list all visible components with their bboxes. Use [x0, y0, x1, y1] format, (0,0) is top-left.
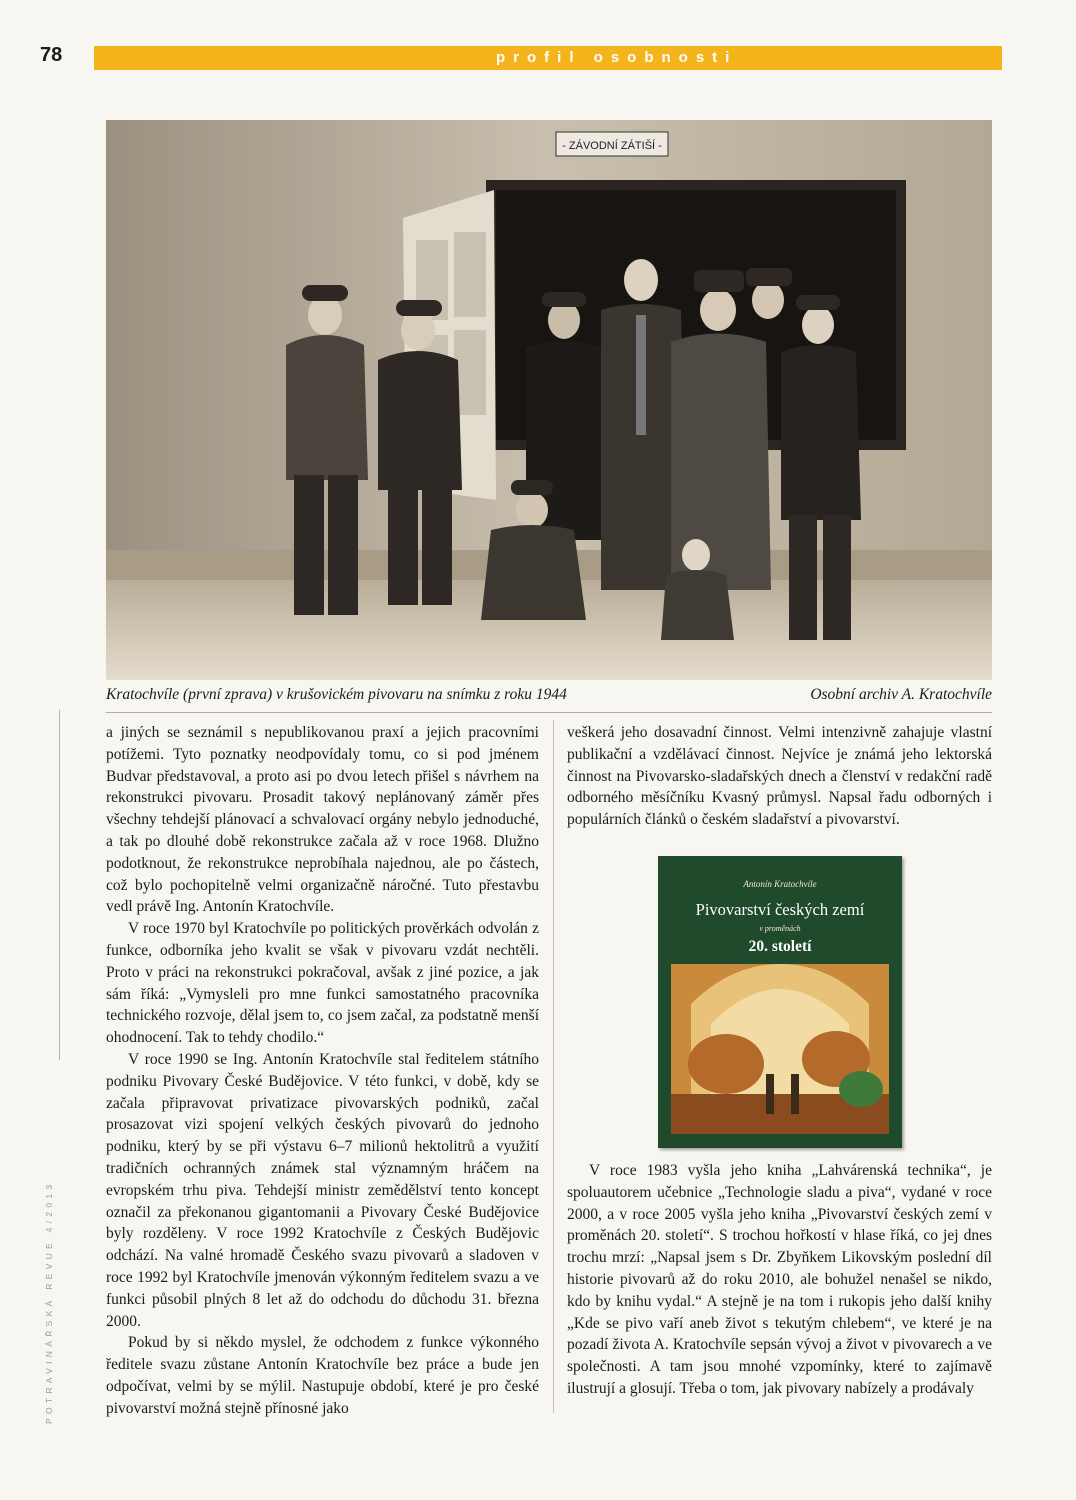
photo-illustration	[106, 120, 992, 680]
paragraph: veškerá jeho dosavadní činnost. Velmi intenzivně zahajuje vlastní publikační a vzdělávací činnost. Nejvíce je známá jeho lektorská činnost na Pivovarsko-sladařských dnech a členství v redakční radě odborného měsíčníku Kvasný průmysl. Napsal řadu odborných i populárních článků o českém sladařství a pivovarství.	[567, 724, 992, 829]
column-divider	[553, 720, 554, 1413]
book-cover	[658, 856, 902, 1148]
photo-caption: Kratochvíle (první zprava) v krušovickém pivovaru na snímku z roku 1944	[106, 686, 567, 703]
journal-vertical-label: POTRAVINÁŘSKÁ REVUE 4/2013	[44, 1180, 54, 1424]
paragraph: Pokud by si někdo myslel, že odchodem z funkce výkonného ředitele svazu zůstane Antonín Kratochvíle bez práce a bude jen odpočívat, velmi by se mýlil. Nastupuje období, které je pro české pivovarství možná stejně přínosné jako	[106, 1334, 539, 1417]
book-title: Pivovarství českých zemí	[695, 900, 865, 919]
side-divider	[59, 710, 60, 1060]
photo-sign: - ZÁVODNÍ ZÁTIŠÍ -	[562, 140, 662, 152]
paragraph: V roce 1990 se Ing. Antonín Kratochvíle stal ředitelem státního podniku Pivovary České Budějovice. V této funkci, v době, kdy se začala připravovat privatizace pivovarských podniků, začal prosazovat vizi spojení velkých českých pivovarů do jednoho podniku, který by se při výstavu 6–7 milionů hektolitrů a využití tradičních ochranných známek stal významným hráčem na evropském trhu piva. Tehdejší ministr zemědělství tento koncept označil za překonanou gigantomanii a Pivovary České Budějovice byly rozděleny. V roce 1992 Kratochvíle z Českých Budějovic odchází. Na valné hromadě Českého svazu pivovarů a sladoven v roce 1992 byl Kratochvíle jmenován výkonným ředitelem svazu a ve funkci působil plných 8 let až do odchodu do důchodu 31. března 2000.	[106, 1050, 539, 1330]
article-right-column-top	[567, 722, 992, 831]
photo-credit: Osobní archiv A. Kratochvíle	[810, 686, 992, 703]
article-right-column-bottom	[567, 1160, 992, 1400]
book-century: 20. století	[748, 938, 812, 955]
book-subtitle: v proměnách	[759, 924, 801, 933]
paragraph: V roce 1970 byl Kratochvíle po politických prověrkách odvolán z funkce, odborníka jeho kvalit se však v pivovaru vzdát nechtěli. Proto v práci na rekonstrukci pokračoval, avšak z jiné pozice, a jak sám říká: „Vymysleli pro mne funkci samostatného pracovníka technického rozvoje, dělal jsem to, co jsem začal, za podstatně menší ohodnocení. Tak to tehdy chodilo.“	[106, 920, 539, 1047]
section-header-bar	[94, 46, 1002, 70]
historic-group-photo	[106, 120, 992, 680]
paragraph: a jiných se seznámil s nepublikovanou praxí a jejich pracovními potížemi. Tyto poznatky neodpovídaly tomu, co si pod jménem Budvar představoval, a proto asi po dvou letech přišel s návrhem na rekonstrukci pivovaru. Prosadit takový neplánovaný záměr přes všechny tehdejší plánovací a schvalovací orgány nebylo jednoduché, a tak po dlouhé době rekonstrukce začala až v roce 1968. Dlužno podotknout, že rekonstrukce neprobíhala najednou, ale po částech, což bylo pochopitelně velmi organizačně náročné. Tuto přestavbu vedl právě Ing. Antonín Kratochvíle.	[106, 724, 539, 916]
page-number: 78	[40, 44, 63, 66]
caption-divider	[106, 712, 992, 713]
section-title: profil osobnosti	[496, 49, 738, 66]
book-author: Antonín Kratochvíle	[743, 879, 817, 889]
brewhouse-cover-image	[671, 964, 889, 1134]
paragraph: V roce 1983 vyšla jeho kniha „Lahvárenská technika“, je spoluautorem učebnice „Technologie sladu a piva“, vydané v roce 2000, a v roce 2005 vyšla jeho kniha „Pivovarství českých zemí v proměnách 20. století“. S trochou hořkostí v hlase říká, co jej dnes trochu mrzí: „Napsal jsem s Dr. Zbyňkem Likovským poslední díl historie pivovarů až do roku 2010, ale bohužel nenašel se nikdo, kdo by knihu vydal.“ A stejně je na tom i rukopis jeho další knihy „Kde se pivo vaří aneb život s tekutým chlebem“, ve které je na pozadí života A. Kratochvíle sepsán vývoj a život v pivovarech a ve společnosti. A tam jsou mnohé vzpomínky, které to zajímavě ilustrují a glosují. Třeba o tom, jak pivovary nabízely a prodávaly	[567, 1162, 992, 1397]
article-left-column	[106, 722, 539, 1420]
